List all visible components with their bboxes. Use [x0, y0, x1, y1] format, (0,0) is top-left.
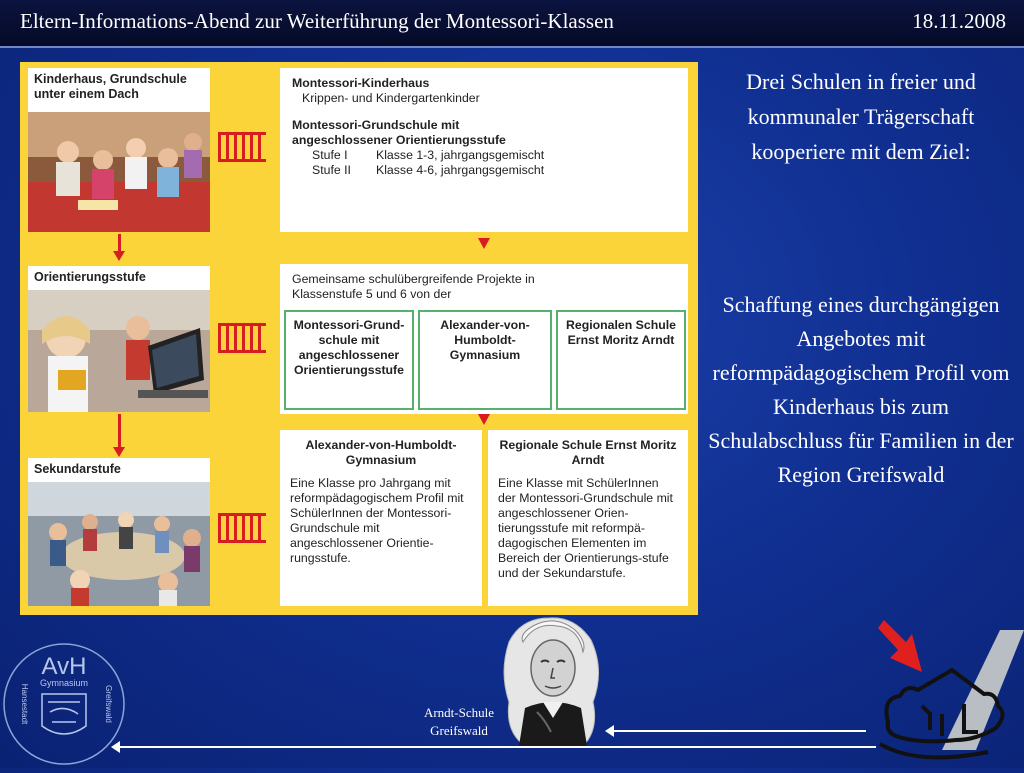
box-humboldt-gymnasium	[280, 430, 482, 606]
box-kinderhaus-grundschule	[280, 68, 688, 232]
humboldt-title: Alexander-von-Humboldt-Gymnasium	[305, 438, 457, 467]
arrow-triangle-1	[478, 238, 490, 249]
stufe-1-text: Klasse 1-3, jahrgangsgemischt	[376, 148, 545, 162]
montessori-house-icon	[878, 618, 1024, 768]
connector-ladder-3	[218, 513, 266, 543]
photo-sekundar	[28, 482, 210, 606]
sekundar-photo-icon	[28, 482, 210, 606]
kinderhaus-title: Montessori-Kinderhaus	[292, 76, 430, 90]
box-gemeinsame-projekte	[280, 264, 688, 414]
connector-ladder-2	[218, 323, 266, 353]
arrow-down-2	[118, 414, 121, 448]
label-orientierung: Orientierungsstufe	[28, 266, 210, 290]
orientierung-photo-icon	[28, 290, 210, 412]
school-humboldt-box	[418, 310, 552, 410]
photo-kinderhaus	[28, 112, 210, 232]
humboldt-text: Eine Klasse pro Jahrgang mit reformpädagogischem Profil mit SchülerInnen der Montessori-Grundschule mit angeschlossener Orientie-rungsstufe.	[290, 476, 464, 565]
arndt-portrait-icon	[495, 612, 607, 750]
logo-right: Greifswald	[104, 685, 113, 723]
arndt-portrait	[495, 612, 607, 750]
regionale-title: Regionale Schule Ernst Moritz Arndt	[499, 438, 677, 467]
arrow-down-1	[118, 234, 121, 252]
regionale-text: Eine Klasse mit SchülerInnen der Montessori-Grundschule mit angeschlossener Orien-tierungsstufe mit reformpä-dagogischen Elementen im Bereich der Orientierungs-stufe und der Sekundarstufe.	[498, 476, 673, 580]
grundschule-title: Montessori-Grundschule mit angeschlossener Orientierungsstufe	[292, 118, 506, 147]
goal-heading: Drei Schulen in freier und kommunaler Trägerschaft kooperiere mit dem Ziel:	[746, 69, 976, 164]
title-bar	[0, 0, 1024, 48]
kinderhaus-sub: Krippen- und Kindergartenkinder	[302, 91, 480, 105]
box-regionale-schule	[488, 430, 688, 606]
stufe-1-label: Stufe I	[312, 148, 348, 162]
school-montessori-box	[284, 310, 414, 410]
kinderhaus-photo-icon	[28, 112, 210, 232]
stufe-1-row	[292, 148, 676, 163]
avh-logo	[2, 642, 126, 766]
logo-sub: Gymnasium	[39, 678, 89, 688]
slide-date: 18.11.2008	[912, 9, 1006, 33]
logo-left: Hansestadt	[20, 683, 29, 725]
school-arndt: Regionalen Schule Ernst Moritz Arndt	[565, 318, 676, 347]
school-montessori: Montessori-Grund-schule mit angeschlossener Orientierungsstufe	[293, 318, 405, 377]
school-humboldt: Alexander-von-Humboldt-Gymnasium	[440, 318, 530, 362]
arndt-school-label: Arndt-Schule Greifswald	[423, 705, 495, 738]
school-diagram	[20, 62, 698, 615]
stufe-2-row	[292, 163, 676, 178]
school-arndt-box	[556, 310, 686, 410]
projects-intro: Gemeinsame schulübergreifende Projekte in Klassenstufe 5 und 6 von der	[292, 272, 535, 301]
arrow-to-avh	[118, 746, 876, 748]
arrow-triangle-2	[478, 414, 490, 425]
logo-title: AvH	[41, 653, 87, 680]
slide-title: Eltern-Informations-Abend zur Weiterführung der Montessori-Klassen	[20, 9, 614, 33]
avh-seal-icon	[2, 642, 126, 766]
stufe-2-text: Klasse 4-6, jahrgangsgemischt	[376, 163, 545, 177]
stufe-2-label: Stufe II	[312, 163, 351, 177]
arrow-to-arndt	[612, 730, 866, 732]
photo-orientierung	[28, 290, 210, 412]
connector-ladder-1	[218, 132, 266, 162]
label-kinderhaus: Kinderhaus, Grundschule unter einem Dach	[28, 68, 210, 112]
label-sekundar: Sekundarstufe	[28, 458, 210, 482]
montessori-logo	[878, 618, 1024, 768]
goal-body: Schaffung eines durchgängigen Angebotes mit reformpädagogischem Profil vom Kinderhaus bis zum Schulabschluss für Familien in der Region Greifswald	[708, 292, 1014, 487]
